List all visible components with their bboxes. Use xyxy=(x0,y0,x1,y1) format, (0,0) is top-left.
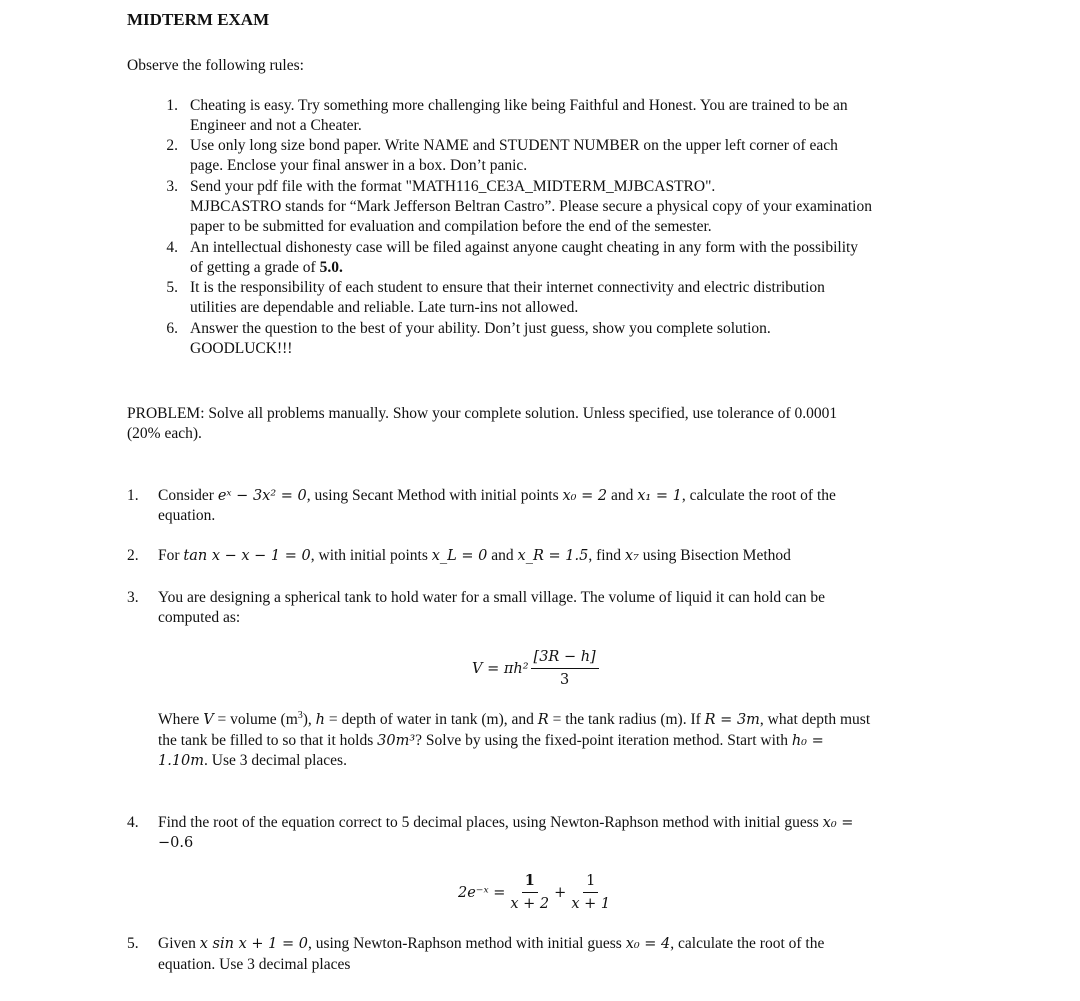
equation: x sin x + 1 = 0 xyxy=(199,936,308,952)
text-part: For xyxy=(158,547,180,564)
problem-number: 2. xyxy=(127,547,139,564)
problem-text: You are designing a spherical tank to hold water for a small village. The volume of liquid it can hold can be xyxy=(158,589,826,606)
target-x7: x₇ xyxy=(624,548,639,564)
text-part: , with initial points xyxy=(310,547,428,564)
rule-text: page. Enclose your final answer in a box. Don’t panic. xyxy=(190,157,528,174)
text-part: = volume (m xyxy=(217,711,298,728)
text-part: ), xyxy=(302,711,316,728)
initial-x1: x₁ = 1 xyxy=(637,488,682,504)
var-r: R xyxy=(537,712,549,728)
problem-text xyxy=(158,486,954,506)
problem-text xyxy=(158,751,954,771)
problem-text xyxy=(158,731,954,751)
problem-number: 4. xyxy=(127,814,139,831)
fraction xyxy=(531,648,599,689)
rule-number: 3. xyxy=(166,178,178,195)
rule-number: 4. xyxy=(166,239,178,256)
rule-text: Send your pdf file with the format "MATH116_CE3A_MIDTERM_MJBCASTRO". xyxy=(190,178,716,195)
text-part: , what depth must xyxy=(759,711,871,728)
problem-number: 3. xyxy=(127,589,139,606)
formula-lhs: V = πh² xyxy=(472,660,529,677)
initial-x0: x₀ = xyxy=(822,815,854,831)
var-h: h xyxy=(315,712,326,728)
fraction-numerator: 1 xyxy=(583,872,598,893)
fraction-numerator: [3R − h] xyxy=(531,648,599,669)
problem-text xyxy=(158,546,954,566)
rule-text-part: of getting a grade of xyxy=(190,259,316,276)
initial-xl: x_L = 0 xyxy=(431,548,488,564)
text-part: , using Newton-Raphson method with initial guess xyxy=(307,935,622,952)
fraction xyxy=(507,872,552,913)
problem-text: equation. xyxy=(158,507,216,524)
problem-header-line: PROBLEM: Solve all problems manually. Show your complete solution. Unless specified, use tolerance of 0.0001 xyxy=(127,405,838,422)
text-part: = depth of water in tank (m), and xyxy=(328,711,534,728)
problem-text xyxy=(158,934,954,954)
text-part: . Use 3 decimal places. xyxy=(204,752,347,769)
text-part: , calculate the root of the xyxy=(670,935,825,952)
text-part: and xyxy=(491,547,514,564)
problem-number: 5. xyxy=(127,935,139,952)
text-part: , find xyxy=(588,547,622,564)
rule-text: GOODLUCK!!! xyxy=(190,340,293,357)
text-part: ? Solve by using the fixed-point iteration method. Start with xyxy=(415,732,788,749)
text-part: , calculate the root of the xyxy=(681,487,836,504)
rule-text: Use only long size bond paper. Write NAME and STUDENT NUMBER on the upper left corner of each xyxy=(190,137,838,154)
rule-text: Answer the question to the best of your ability. Don’t just guess, show you complete solution. xyxy=(190,320,771,337)
text-part: Consider xyxy=(158,487,214,504)
rule-text: Engineer and not a Cheater. xyxy=(190,117,362,134)
initial-xr: x_R = 1.5 xyxy=(517,548,589,564)
initial-h0: h₀ = xyxy=(791,733,824,749)
initial-x0: x₀ = 2 xyxy=(562,488,608,504)
plus-sign: + xyxy=(554,884,567,901)
rule-number: 6. xyxy=(166,320,178,337)
superscript: 3 xyxy=(297,709,303,721)
rule-number: 5. xyxy=(166,279,178,296)
radius-value: R = 3m xyxy=(704,712,760,728)
rule-text: An intellectual dishonesty case will be filed against anyone caught cheating in any form with the possibility xyxy=(190,239,859,256)
problem-header-line: (20% each). xyxy=(127,425,202,442)
volume-value: 30m³ xyxy=(377,733,416,749)
text-part: = the tank radius (m). If xyxy=(552,711,701,728)
initial-guess-value: −0.6 xyxy=(158,835,194,851)
problem-text xyxy=(158,710,954,730)
fraction xyxy=(568,872,613,913)
text-part: and xyxy=(610,487,634,504)
equation-lhs: 2e⁻ˣ = xyxy=(458,884,506,901)
rule-text: Cheating is easy. Try something more challenging like being Faithful and Honest. You are trained to be an xyxy=(190,97,848,114)
newton-equation xyxy=(458,872,615,913)
volume-formula xyxy=(472,648,601,689)
text-part: using Bisection Method xyxy=(642,547,791,564)
initial-h0-value: 1.10m xyxy=(158,753,205,769)
rule-text xyxy=(190,258,954,278)
problem-text xyxy=(158,813,954,833)
var-v: V xyxy=(203,712,214,728)
fraction-denominator: x + 1 xyxy=(571,896,611,912)
rule-text: It is the responsibility of each student to ensure that their internet connectivity and electric distribution xyxy=(190,279,825,296)
text-part: Given xyxy=(158,935,196,952)
rule-text: MJBCASTRO stands for “Mark Jefferson Beltran Castro”. Please secure a physical copy of your examination xyxy=(190,198,872,215)
text-part: the tank be filled to so that it holds xyxy=(158,732,374,749)
rule-text: paper to be submitted for evaluation and compilation before the end of the semester. xyxy=(190,218,712,235)
problem-header xyxy=(127,404,942,444)
text-part: Where xyxy=(158,711,200,728)
fraction-denominator: x + 2 xyxy=(510,896,550,912)
grade-value: 5.0. xyxy=(319,259,343,276)
rule-text: utilities are dependable and reliable. Late turn-ins not allowed. xyxy=(190,299,579,316)
initial-x0: x₀ = 4 xyxy=(625,936,671,952)
page-title: MIDTERM EXAM xyxy=(127,10,270,29)
fraction-denominator: 3 xyxy=(560,672,570,688)
rules-intro: Observe the following rules: xyxy=(127,57,304,74)
equation: tan x − x − 1 = 0 xyxy=(183,548,311,564)
text-part: , using Secant Method with initial points xyxy=(306,487,559,504)
text-part: Find the root of the equation correct to 5 decimal places, using Newton-Raphson method with initial guess xyxy=(158,814,819,831)
problem-text xyxy=(158,833,954,853)
rule-number: 2. xyxy=(166,137,178,154)
problem-text: computed as: xyxy=(158,609,241,626)
problem-number: 1. xyxy=(127,487,139,504)
rule-number: 1. xyxy=(166,97,178,114)
equation: eˣ − 3x² = 0 xyxy=(217,488,307,504)
problem-text: equation. Use 3 decimal places xyxy=(158,956,351,973)
fraction-numerator: 1 xyxy=(522,872,538,893)
